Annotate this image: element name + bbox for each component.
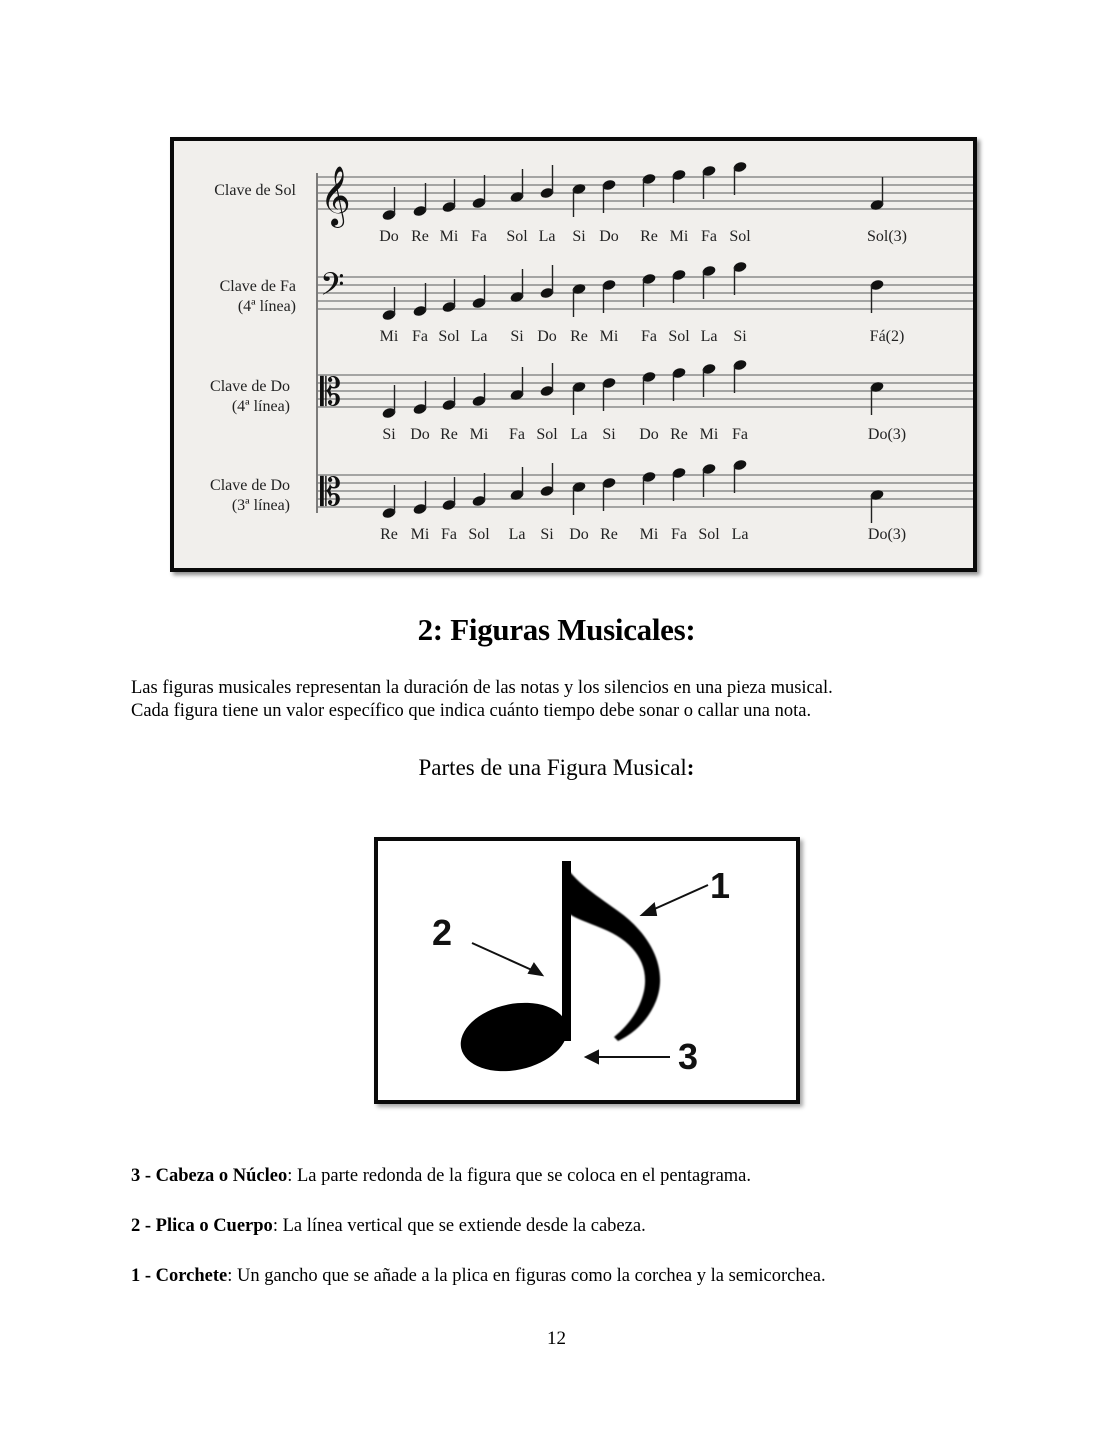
note-name-label: Do (639, 426, 659, 443)
intro-line-1: Las figuras musicales representan la duración de las notas y los silencios en una pieza musical. (131, 678, 833, 698)
note-name-label: Si (602, 426, 616, 443)
definition-term: 1 - Corchete (131, 1266, 228, 1286)
note-name-label: Sol (468, 526, 490, 543)
note-name-label: La (538, 228, 556, 245)
note-name-label: Si (510, 328, 524, 345)
definition-cabeza (131, 1166, 751, 1187)
note-stem-icon (562, 861, 571, 1041)
eighth-note-diagram (378, 841, 796, 1100)
reference-note-label: Do(3) (867, 426, 907, 443)
note-name-label: Do (599, 228, 619, 245)
note-name-label: Sol (668, 328, 690, 345)
note-name-label: Mi (669, 228, 689, 245)
arrow-1 (650, 885, 708, 911)
note-name-label: La (731, 526, 749, 543)
callout-3: 3 (678, 1036, 699, 1077)
note-name-label: Re (570, 328, 588, 345)
definition-text: : La línea vertical que se extiende desde la cabeza. (272, 1216, 646, 1236)
reference-note-label: Sol(3) (867, 228, 907, 245)
note-name-label: Fa (412, 328, 428, 345)
note-name-label: Si (572, 228, 586, 245)
note-name-label: Sol (729, 228, 751, 245)
arrow-2 (472, 943, 534, 971)
callout-2: 2 (432, 912, 453, 953)
note-name-label: La (470, 328, 488, 345)
arrowhead-2-icon (529, 964, 542, 975)
subtitle-colon: : (686, 755, 695, 780)
staff-canvas (174, 141, 973, 568)
note-name-label: Fa (509, 426, 525, 443)
note-name-label: Fa (641, 328, 657, 345)
note-anatomy-figure (374, 837, 800, 1104)
treble-clef-icon: 𝄞 (320, 166, 351, 226)
note-name-label: Mi (639, 526, 659, 543)
note-name-label: Do (410, 426, 430, 443)
note-name-label: Do (379, 228, 399, 245)
subtitle-text: Partes de una Figura Musical (418, 755, 687, 780)
clefs-staff-figure (170, 137, 977, 572)
note-name-label: Do (537, 328, 557, 345)
note-name-label: Si (733, 328, 747, 345)
definition-corchete (131, 1266, 826, 1287)
callout-1: 1 (710, 865, 731, 906)
clef-label-sol: Clave de Sol (214, 182, 296, 199)
note-name-label: Sol (506, 228, 528, 245)
definition-text: : Un gancho que se añade a la plica en figuras como la corchea y la semicorchea. (227, 1266, 826, 1286)
note-name-label: Sol (536, 426, 558, 443)
definition-text: : La parte redonda de la figura que se coloca en el pentagrama. (287, 1166, 752, 1186)
note-name-label: Mi (469, 426, 489, 443)
note-name-label: Re (411, 228, 429, 245)
note-name-label: La (700, 328, 718, 345)
note-name-label: La (570, 426, 588, 443)
bass-clef-icon: 𝄢 (320, 266, 345, 310)
arrowhead-3-icon (586, 1051, 598, 1063)
note-name-label: Mi (439, 228, 459, 245)
definition-term: 3 - Cabeza o Núcleo (131, 1166, 288, 1186)
reference-note-label: Do(3) (867, 526, 907, 543)
note-name-label: Fa (471, 228, 487, 245)
arrowhead-1-icon (642, 904, 656, 915)
page-number: 12 (547, 1328, 566, 1349)
intro-paragraph (131, 677, 1011, 723)
note-name-label: Mi (599, 328, 619, 345)
clef-label-do-3: Clave de Do (3ª línea) (210, 477, 290, 514)
note-name-label: Re (380, 526, 398, 543)
section-title: 2: Figuras Musicales: (417, 612, 696, 647)
note-name-label: Sol (438, 328, 460, 345)
note-name-label: Si (382, 426, 396, 443)
note-name-label: Re (600, 526, 618, 543)
note-name-label: Mi (379, 328, 399, 345)
note-name-label: Re (640, 228, 658, 245)
note-name-label: Fa (671, 526, 687, 543)
definition-plica (131, 1216, 646, 1237)
note-name-label: Re (440, 426, 458, 443)
clef-label-fa: Clave de Fa (4ª línea) (219, 278, 296, 315)
note-name-label: Sol (698, 526, 720, 543)
c-clef-icon: 𝄡 (320, 370, 342, 414)
note-head-icon (454, 993, 573, 1080)
note-name-label: Mi (410, 526, 430, 543)
definition-term: 2 - Plica o Cuerpo (131, 1216, 273, 1236)
subtitle-parts (0, 755, 1113, 781)
reference-note-label: Fá(2) (869, 328, 905, 345)
intro-line-2: Cada figura tiene un valor específico que indica cuánto tiempo debe sonar o callar una nota. (131, 701, 812, 721)
note-name-label: La (508, 526, 526, 543)
note-name-label: Fa (441, 526, 457, 543)
note-name-label: Si (540, 526, 554, 543)
clef-label-do-4: Clave de Do (4ª línea) (210, 378, 290, 415)
note-flag-icon (564, 863, 660, 1041)
c-clef-icon: 𝄡 (320, 470, 342, 514)
note-name-label: Re (670, 426, 688, 443)
note-name-label: Mi (699, 426, 719, 443)
note-name-label: Do (569, 526, 589, 543)
note-name-label: Fa (732, 426, 748, 443)
note-name-label: Fa (701, 228, 717, 245)
